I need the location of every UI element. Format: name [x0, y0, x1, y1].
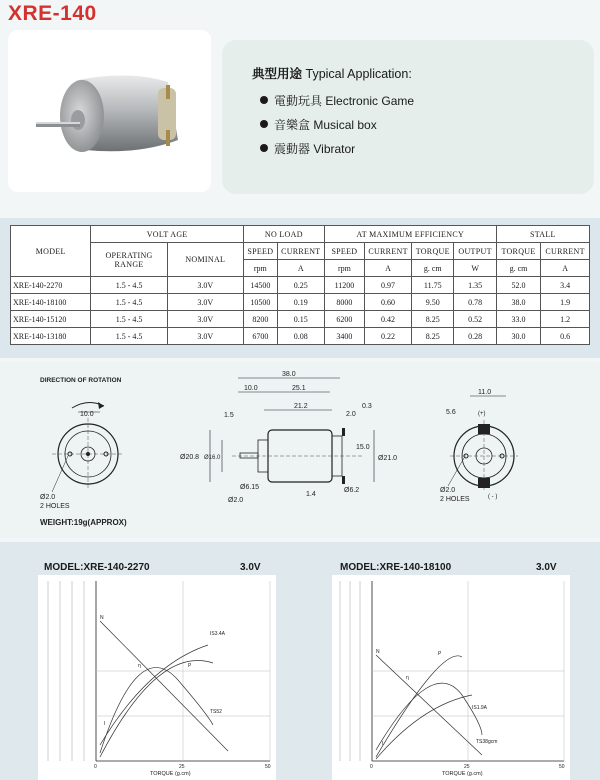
svg-text:( - ): ( - )	[488, 494, 498, 500]
svg-text:0: 0	[370, 764, 373, 770]
table-cell: 0.60	[365, 294, 412, 311]
col-speed: SPEED	[243, 243, 277, 260]
table-cell: 0.19	[277, 294, 324, 311]
svg-text:Ø2.0: Ø2.0	[440, 487, 456, 494]
svg-text:0.3: 0.3	[362, 403, 372, 410]
col-current: CURRENT	[541, 243, 590, 260]
table-cell: XRE-140-13180	[11, 328, 91, 345]
table-cell: 11.75	[412, 277, 454, 294]
table-cell: 10500	[243, 294, 277, 311]
table-cell: 1.5 - 4.5	[91, 311, 167, 328]
svg-text:0: 0	[94, 764, 97, 770]
svg-text:1.4: 1.4	[306, 491, 316, 498]
svg-text:I: I	[382, 741, 384, 747]
col-current: CURRENT	[365, 243, 412, 260]
table-cell: 1.5 - 4.5	[91, 277, 167, 294]
table-cell: 0.78	[454, 294, 496, 311]
table-cell: 3.0V	[167, 277, 243, 294]
svg-text:P: P	[438, 651, 442, 657]
table-cell: 3400	[324, 328, 364, 345]
table-cell: 11200	[324, 277, 364, 294]
svg-text:I: I	[104, 721, 106, 727]
svg-text:38.0: 38.0	[282, 371, 296, 378]
svg-text:2 HOLES: 2 HOLES	[440, 496, 470, 503]
svg-text:25: 25	[179, 764, 185, 770]
graph-voltage: 3.0V	[536, 562, 557, 573]
bullet-icon	[260, 96, 268, 104]
svg-text:15.0: 15.0	[356, 444, 370, 451]
svg-text:11.0: 11.0	[478, 389, 492, 396]
graph-plot	[332, 575, 570, 780]
table-row	[11, 294, 590, 311]
table-cell: XRE-140-2270	[11, 277, 91, 294]
col-torque: TORQUE	[496, 243, 540, 260]
svg-text:21.2: 21.2	[294, 403, 308, 410]
table-cell: 8200	[243, 311, 277, 328]
bullet-icon	[260, 144, 268, 152]
table-row	[11, 328, 590, 345]
col-nominal: NOMINAL	[167, 243, 243, 277]
graph-voltage: 3.0V	[240, 562, 261, 573]
application-item: 電動玩具 Electronic Game	[260, 92, 414, 109]
unit-cell: g. cm	[496, 260, 540, 277]
table-cell: 8000	[324, 294, 364, 311]
table-cell: 3.0V	[167, 294, 243, 311]
motor-photo	[8, 30, 211, 192]
svg-text:TS52: TS52	[210, 709, 222, 715]
table-cell: 3.4	[541, 277, 590, 294]
graph-plot	[38, 575, 276, 780]
col-model: MODEL	[11, 226, 91, 277]
table-cell: 3.0V	[167, 328, 243, 345]
table-cell: 6700	[243, 328, 277, 345]
svg-text:Ø6.15: Ø6.15	[240, 484, 260, 491]
table-cell: 14500	[243, 277, 277, 294]
table-cell: 30.0	[496, 328, 540, 345]
application-item: 音樂盒 Musical box	[260, 116, 377, 133]
svg-text:(+): (+)	[478, 411, 486, 417]
unit-cell: rpm	[243, 260, 277, 277]
application-heading	[252, 64, 412, 82]
table-cell: 52.0	[496, 277, 540, 294]
application-heading-zh: 典型用途	[252, 67, 303, 81]
svg-text:P: P	[188, 663, 192, 669]
table-cell: 8.25	[412, 311, 454, 328]
table-cell: 33.0	[496, 311, 540, 328]
svg-text:η: η	[138, 663, 141, 669]
unit-cell: W	[454, 260, 496, 277]
col-torque: TORQUE	[412, 243, 454, 260]
svg-text:Ø2.0: Ø2.0	[228, 497, 244, 504]
dimension-drawing	[0, 362, 600, 538]
svg-text:10.0: 10.0	[80, 411, 94, 418]
table-cell: 1.5 - 4.5	[91, 328, 167, 345]
graph-title: MODEL:XRE-140-18100	[340, 562, 452, 573]
application-heading-en: Typical Application:	[305, 67, 412, 81]
svg-text:Ø16.0: Ø16.0	[204, 455, 221, 461]
col-current: CURRENT	[277, 243, 324, 260]
table-cell: 1.5 - 4.5	[91, 294, 167, 311]
svg-text:η: η	[406, 675, 409, 681]
performance-graph	[38, 575, 276, 780]
svg-text:Ø20.8: Ø20.8	[180, 454, 200, 461]
graph-x-label: TORQUE (g.cm)	[150, 771, 191, 777]
unit-cell: A	[365, 260, 412, 277]
dimension-drawing-panel	[0, 362, 600, 538]
spec-table	[10, 225, 590, 345]
table-cell: 0.08	[277, 328, 324, 345]
table-cell: 6200	[324, 311, 364, 328]
group-voltage: VOLT AGE	[91, 226, 243, 243]
group-max-efficiency: AT MAXIMUM EFFICIENCY	[324, 226, 496, 243]
svg-text:10.0: 10.0	[244, 385, 258, 392]
table-cell: 1.2	[541, 311, 590, 328]
table-row	[11, 311, 590, 328]
unit-cell: g. cm	[412, 260, 454, 277]
svg-text:50: 50	[265, 764, 271, 770]
svg-text:N: N	[376, 649, 380, 655]
unit-cell: A	[541, 260, 590, 277]
svg-text:Ø2.0: Ø2.0	[40, 494, 56, 501]
group-stall: STALL	[496, 226, 589, 243]
svg-text:25.1: 25.1	[292, 385, 306, 392]
svg-text:IS1.9A: IS1.9A	[472, 705, 488, 711]
table-cell: 3.0V	[167, 311, 243, 328]
rotation-label: DIRECTION OF ROTATION	[40, 377, 122, 384]
table-cell: 0.97	[365, 277, 412, 294]
svg-text:Ø21.0: Ø21.0	[378, 455, 398, 462]
table-cell: 9.50	[412, 294, 454, 311]
svg-text:2.0: 2.0	[346, 411, 356, 418]
table-cell: 8.25	[412, 328, 454, 345]
table-cell: XRE-140-18100	[11, 294, 91, 311]
table-cell: XRE-140-15120	[11, 311, 91, 328]
table-cell: 0.42	[365, 311, 412, 328]
col-speed: SPEED	[324, 243, 364, 260]
graph-x-label: TORQUE (g.cm)	[442, 771, 483, 777]
table-cell: 0.22	[365, 328, 412, 345]
table-cell: 0.28	[454, 328, 496, 345]
table-cell: 38.0	[496, 294, 540, 311]
svg-text:Ø6.2: Ø6.2	[344, 487, 360, 494]
weight-label: WEIGHT:19g(APPROX)	[40, 518, 127, 527]
svg-text:N: N	[100, 615, 104, 621]
performance-graph	[332, 575, 570, 780]
unit-cell: A	[277, 260, 324, 277]
group-no-load: NO LOAD	[243, 226, 324, 243]
svg-text:5.6: 5.6	[446, 409, 456, 416]
graph-title: MODEL:XRE-140-2270	[44, 562, 150, 573]
svg-text:2 HOLES: 2 HOLES	[40, 503, 70, 510]
col-output: OUTPUT	[454, 243, 496, 260]
table-cell: 0.52	[454, 311, 496, 328]
application-item: 震動器 Vibrator	[260, 140, 355, 157]
table-cell: 1.35	[454, 277, 496, 294]
svg-text:TS38gcm: TS38gcm	[476, 739, 498, 745]
page-title: XRE-140	[8, 2, 97, 25]
motor-photo-panel	[8, 30, 211, 192]
col-operating-range: OPERATING RANGE	[91, 243, 167, 277]
svg-text:25: 25	[464, 764, 470, 770]
svg-text:50: 50	[559, 764, 565, 770]
table-row	[11, 277, 590, 294]
application-panel	[222, 40, 594, 194]
table-cell: 0.15	[277, 311, 324, 328]
table-cell: 0.6	[541, 328, 590, 345]
table-cell: 1.9	[541, 294, 590, 311]
svg-text:1.5: 1.5	[224, 412, 234, 419]
svg-text:IS3.4A: IS3.4A	[210, 631, 226, 637]
unit-cell: rpm	[324, 260, 364, 277]
table-cell: 0.25	[277, 277, 324, 294]
bullet-icon	[260, 120, 268, 128]
